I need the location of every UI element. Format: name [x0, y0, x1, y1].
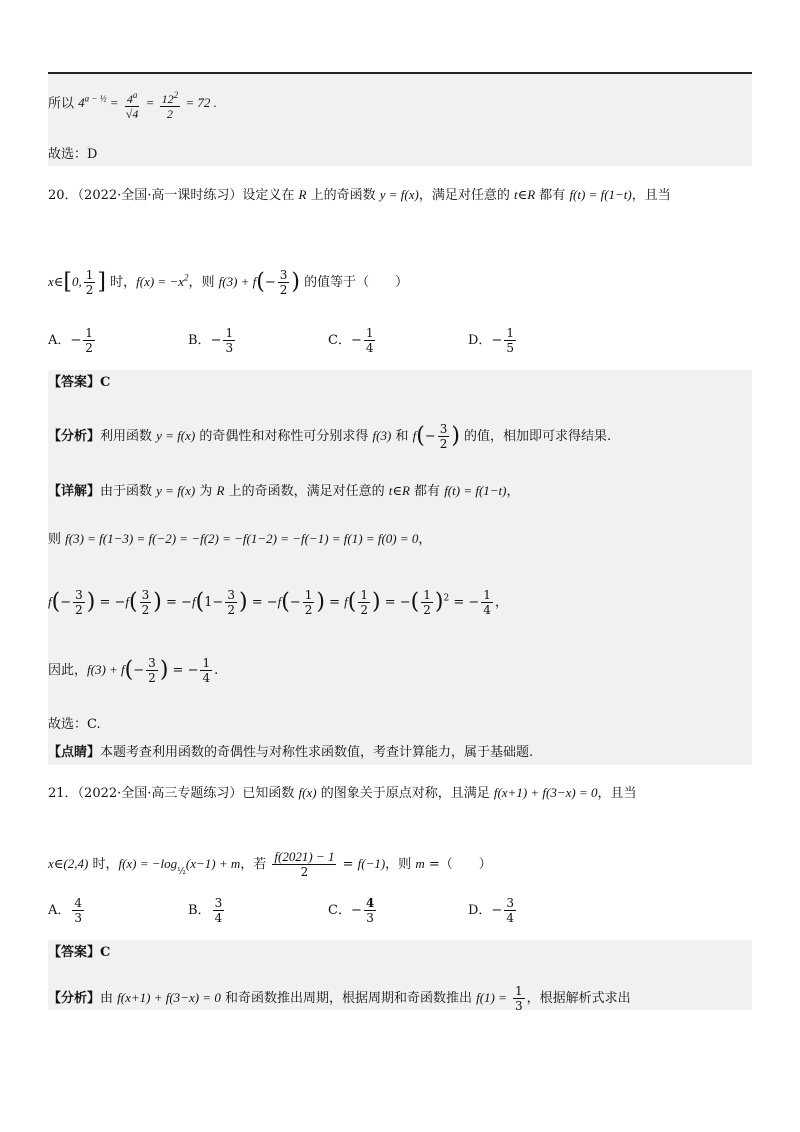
q21-analysis: 【分析】由 f(x+1) + f(3−x) = 0 和奇函数推出周期，根据周期和奇函数推出 f(1) = $\frac{1}{3}$ ，根据解析式求出	[48, 984, 631, 1013]
q20-choice: 故选：C.	[48, 717, 101, 732]
q20-analysis: 【分析】利用函数 y = f(x) 的奇偶性和对称性可分别求得 f(3) 和 f(− $\frac{3}{2}$ ) 的值，相加即可求得结果.	[48, 422, 612, 451]
top-solution-formula: $4^{a - \frac{1}{2}}$ = $\frac{4^a}{√4}$ = $\frac{12^2}{2}$ = 72 .	[78, 90, 217, 121]
q20-option-c: C．− $\frac{1}{4}$	[328, 326, 374, 355]
q20-answer: 【答案】C	[48, 375, 111, 390]
q21-option-c: C．− $\frac{4}{3}$	[328, 896, 375, 925]
top-solution-equation	[48, 88, 217, 121]
top-solution-choice: 故选：D	[48, 147, 98, 162]
q20-detail-line1: 【详解】由于函数 y = f(x) 为 R 上的奇函数，满足对任意的 t∈R 都有 f(t) = f(1−t)，	[48, 483, 520, 499]
q21-option-d: D．− $\frac{3}{4}$	[468, 896, 514, 925]
q21-option-a: A． $\frac{4}{3}$	[48, 896, 83, 925]
top-solution-prefix: 所以	[48, 96, 75, 112]
q20-option-b: B．− $\frac{1}{3}$	[188, 326, 234, 355]
q20-detail-line2: 则 f(3) = f(1−3) = f(−2) = −f(2) = −f(1−2) = −f(−1) = f(1) = f(0) = 0，	[48, 531, 432, 547]
q20-option-d: D．− $\frac{1}{5}$	[468, 326, 514, 355]
q20-stem-line2: x∈[0, $\frac{1}{2}$ ] 时，$f(x) = -x^2$，则 f(3) + f(− $\frac{3}{2}$ ) 的值等于（ ）	[48, 268, 409, 297]
q20-comment: 【点睛】本题考查利用函数的奇偶性与对称性求函数值，考查计算能力，属于基础题.	[48, 745, 534, 760]
q21-option-b: B． $\frac{3}{4}$	[188, 896, 223, 925]
q20-detail-line4: 因此，f(3) + f(− $\frac{3}{2}$ ) = − $\frac{1}{4}$ .	[48, 656, 219, 685]
q20-option-a: A．− $\frac{1}{2}$	[48, 326, 93, 355]
q21-answer: 【答案】C	[48, 945, 111, 960]
q20-stem-line1: 20．（2022·全国·高一课时练习）设定义在 R 上的奇函数 y = f(x)，满足对任意的 t∈R 都有 f(t) = f(1−t)，且当	[48, 187, 671, 203]
q20-detail-line3: f(− $\frac{3}{2}$ ) = −f( $\frac{3}{2}$ ) = −f(1− $\frac{3}{2}$ ) = −f(− $\frac{1}{2}$ ) = f( $\frac{1}{2}$ ) = −( $\frac{1}{2}$ )$^2$ = − $\frac{1}{4}$ ，	[48, 588, 508, 617]
q21-stem-line2: x∈(2,4) 时，$f(x) = -\log_{\frac{1}{2}}(x-1) + m$，若 $\frac{f(2021) - 1}{2}$ = f(−1)，则 m =（ ）	[48, 849, 492, 879]
q21-stem-line1: 21．（2022·全国·高三专题练习）已知函数 f(x) 的图象关于原点对称，且满足 f(x+1) + f(3−x) = 0，且当	[48, 785, 637, 801]
